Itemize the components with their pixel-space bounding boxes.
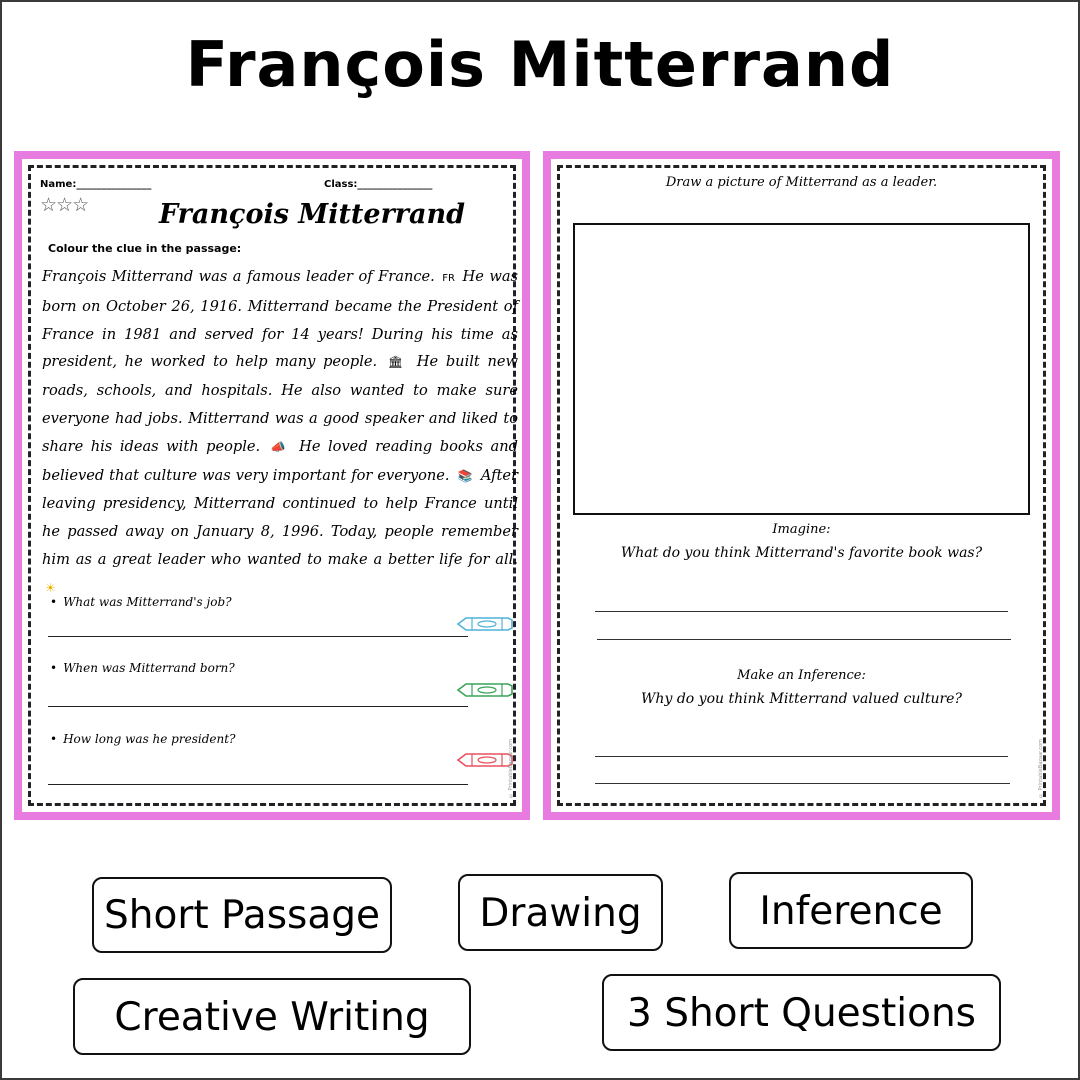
tag-drawing: Drawing — [458, 874, 663, 951]
draw-prompt: Draw a picture of Mitterrand as a leader. — [665, 175, 938, 190]
answer-line[interactable] — [595, 783, 1010, 784]
tag-short-passage: Short Passage — [92, 877, 392, 953]
inference-label: Make an Inference: — [737, 668, 866, 683]
tag-creative-writing: Creative Writing — [73, 978, 471, 1055]
megaphone-icon: 📣 — [270, 439, 289, 454]
tag-inference: Inference — [729, 872, 973, 949]
books-icon: 📚 — [457, 468, 473, 483]
sun-icon: ☀ — [45, 580, 56, 595]
government-building-icon: 🏛 — [387, 355, 407, 370]
answer-line[interactable] — [48, 636, 468, 637]
question-text: What was Mitterrand's job? — [63, 595, 232, 609]
passage-text: He was born on October 26, 1916. Mitterrand became the President of France in 1981 and served for 14 years! During his time as president, he worked to help many people. — [42, 268, 519, 371]
instruction-text: Colour the clue in the passage: — [48, 242, 242, 255]
watermark: © PrintableBazaar.com — [508, 739, 514, 798]
tag-3-short-questions: 3 Short Questions — [602, 974, 1001, 1051]
worksheet-passage — [14, 151, 530, 820]
inference-question: Why do you think Mitterrand valued culture? — [641, 691, 962, 707]
question-2: • When was Mitterrand born? — [50, 661, 235, 675]
name-field-label: Name:_______________ — [40, 179, 152, 190]
answer-line[interactable] — [595, 611, 1008, 612]
drawing-box[interactable] — [573, 223, 1030, 515]
imagine-question: What do you think Mitterrand's favorite book was? — [620, 545, 983, 561]
worksheet-title: François Mitterrand — [158, 199, 466, 230]
passage-text: After leaving presidency, Mitterrand continued to help France until he passed away on January 8, 1996. Today, people remember him as a great leader who wanted to make a better life for all. — [42, 466, 518, 568]
question-text: How long was he president? — [63, 732, 236, 746]
red-crayon-icon — [456, 751, 514, 769]
worksheet-activities — [543, 151, 1060, 820]
france-flag-icon: FR — [442, 273, 455, 284]
reading-passage — [42, 263, 518, 603]
question-text: When was Mitterrand born? — [63, 661, 235, 675]
blue-crayon-icon — [456, 615, 514, 633]
passage-text: He loved reading books and believed that culture was very important for everyone. — [42, 437, 518, 484]
question-1: • What was Mitterrand's job? — [50, 595, 232, 609]
green-crayon-icon — [456, 681, 514, 699]
watermark: © PrintableBazaar.com — [1038, 739, 1044, 798]
passage-text: He built new roads, schools, and hospitals. He also wanted to make sure everyone had jobs. Mitterrand was a good speaker and liked to share his ideas with people. — [42, 353, 518, 455]
rating-stars-icon: ☆☆☆ — [40, 195, 89, 216]
passage-text: François Mitterrand was a famous leader of France. — [42, 268, 435, 285]
worksheet-activities-paper — [551, 159, 1052, 812]
answer-line[interactable] — [48, 784, 468, 785]
class-field-label: Class:_______________ — [324, 179, 433, 190]
question-3: • How long was he president? — [50, 732, 236, 746]
page-title: François Mitterrand — [185, 28, 895, 101]
answer-line[interactable] — [48, 706, 468, 707]
imagine-label: Imagine: — [772, 522, 831, 537]
answer-line[interactable] — [597, 639, 1011, 640]
worksheet-passage-paper — [22, 159, 522, 812]
answer-line[interactable] — [595, 756, 1008, 757]
